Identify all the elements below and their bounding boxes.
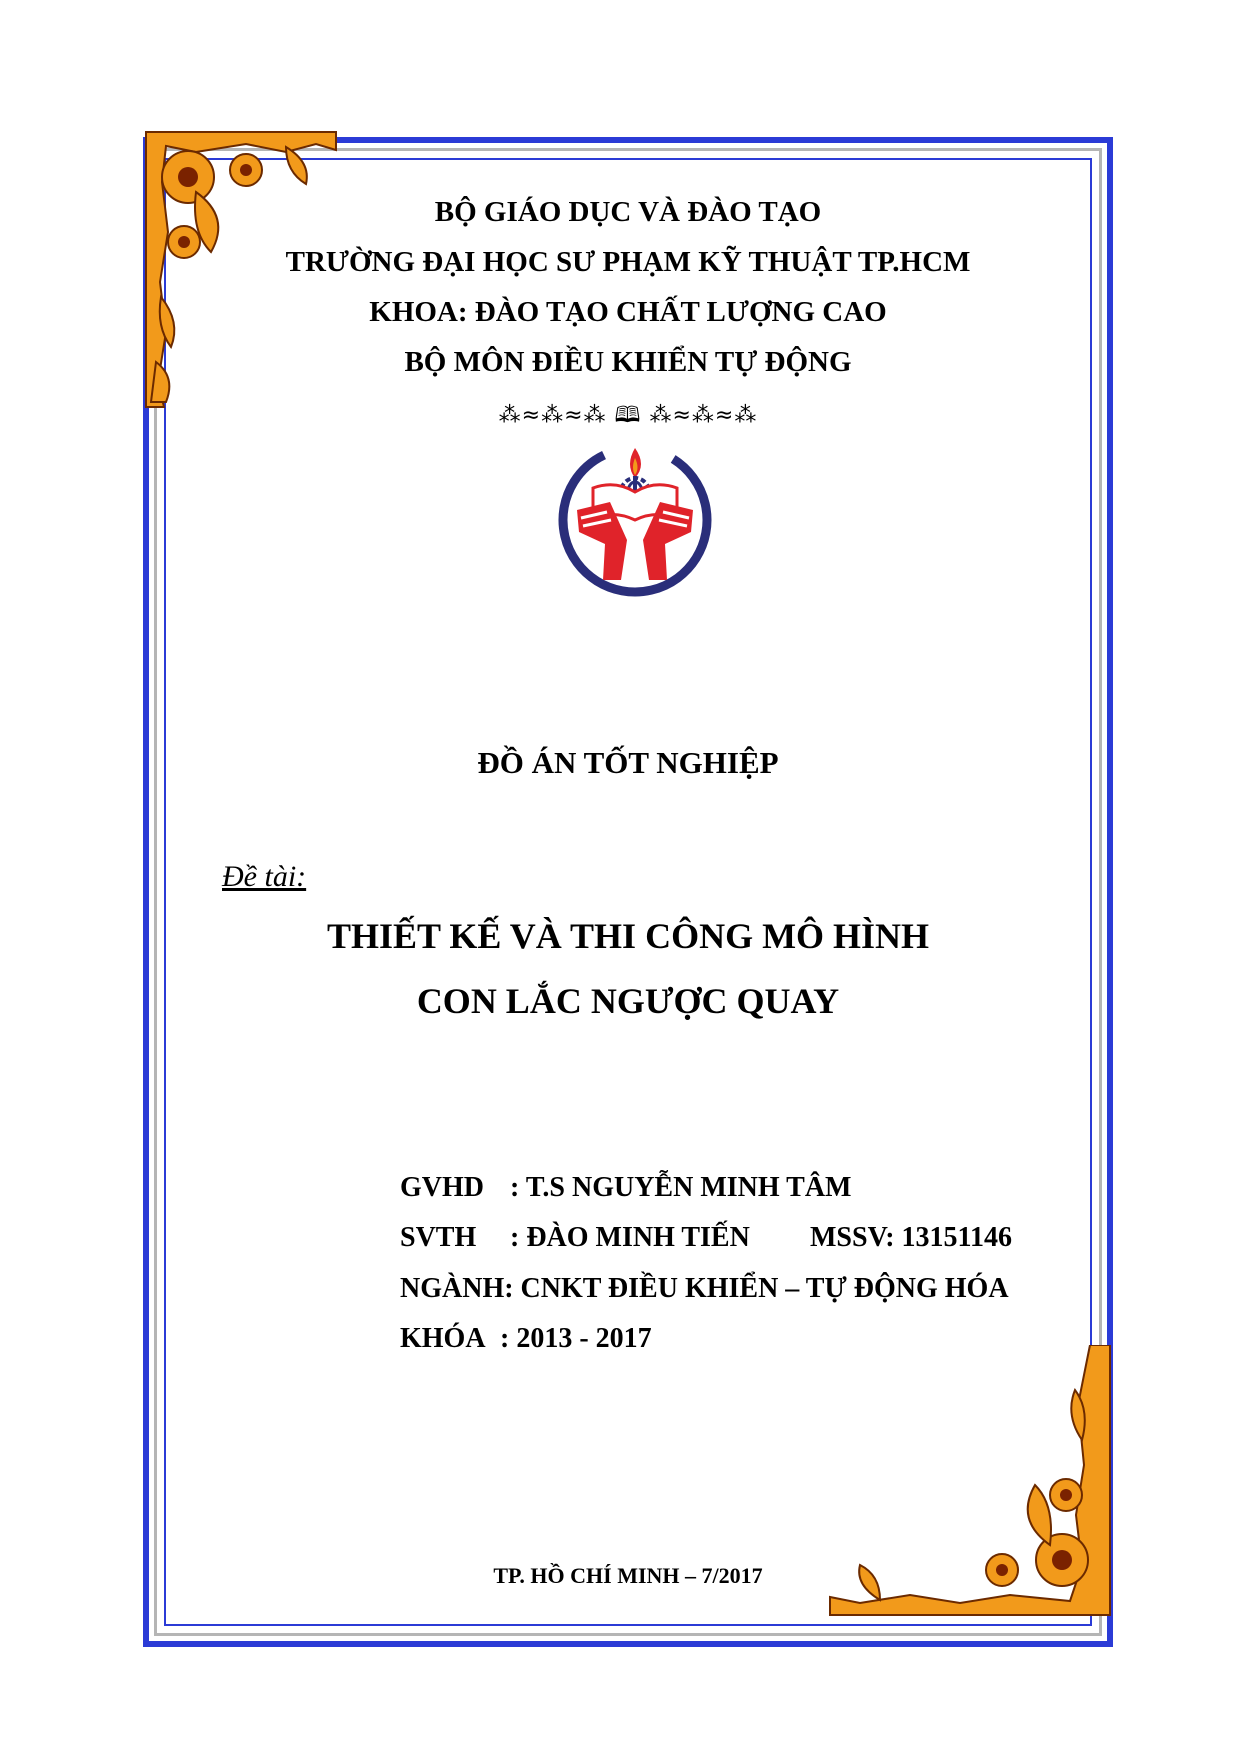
advisor-value: : T.S NGUYỄN MINH TÂM [510, 1172, 852, 1203]
faculty-name: KHOA: ĐÀO TẠO CHẤT LƯỢNG CAO [369, 296, 887, 328]
topic-title-line-1: THIẾT KẾ VÀ THI CÔNG MÔ HÌNH [326, 916, 930, 956]
course-row [400, 1323, 652, 1355]
student-label: SVTH [400, 1222, 477, 1253]
ministry-name: BỘ GIÁO DỤC VÀ ĐÀO TẠO [434, 196, 822, 228]
header-divider-ornament: ⁂≈⁂≈⁂ 🕮 ⁂≈⁂≈⁂ [498, 403, 758, 428]
course-value: : 2013 - 2017 [500, 1323, 652, 1354]
university-logo [555, 440, 715, 600]
university-name: TRƯỜNG ĐẠI HỌC SƯ PHẠM KỸ THUẬT TP.HCM [285, 246, 971, 278]
student-value: : ĐÀO MINH TIẾN [510, 1222, 750, 1253]
document-type: ĐỒ ÁN TỐT NGHIỆP [477, 745, 779, 780]
advisor-row [400, 1172, 851, 1204]
student-id: MSSV: 13151146 [810, 1222, 1013, 1253]
topic-label: Đề tài: [222, 860, 307, 893]
course-label: KHÓA [400, 1323, 486, 1354]
student-row [400, 1222, 1040, 1254]
department-name: BỘ MÔN ĐIỀU KHIỂN TỰ ĐỘNG [404, 346, 852, 378]
advisor-label: GVHD [400, 1172, 484, 1203]
place-and-date: TP. HỒ CHÍ MINH – 7/2017 [493, 1563, 763, 1588]
topic-title-line-2: CON LẮC NGƯỢC QUAY [416, 981, 840, 1021]
major-row: NGÀNH: CNKT ĐIỀU KHIỂN – TỰ ĐỘNG HÓA [400, 1273, 1009, 1304]
